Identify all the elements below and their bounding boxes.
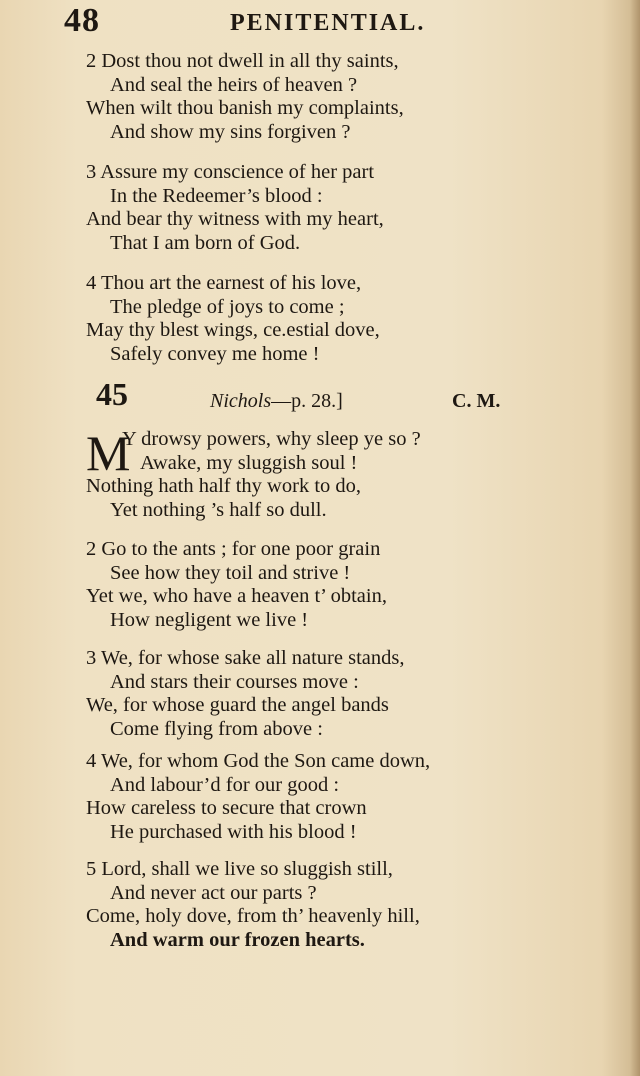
- verse-line: 4 Thou art the earnest of his love,: [86, 272, 362, 294]
- verse-line: 4 We, for whom God the Son came down,: [86, 750, 431, 772]
- verse-line: 3 Assure my conscience of her part: [86, 161, 375, 183]
- verse-line: Safely convey me home !: [110, 342, 320, 365]
- verse-line: And seal the heirs of heaven ?: [110, 73, 358, 96]
- continuation-stanza-4: [86, 272, 556, 366]
- verse-line: And never act our parts ?: [110, 881, 317, 904]
- continuation-stanza-2: [86, 50, 556, 144]
- verse-line: How careless to secure that crown: [86, 797, 367, 819]
- verse-line: In the Redeemer’s blood :: [110, 184, 323, 207]
- drop-cap: M: [86, 425, 131, 481]
- verse-line: See how they toil and strive !: [110, 561, 351, 584]
- verse-line: 5 Lord, shall we live so sluggish still,: [86, 858, 393, 880]
- verse-line: The pledge of joys to come ;: [110, 295, 345, 318]
- verse-line: How negligent we live !: [110, 608, 309, 631]
- page-edge-shadow: [630, 0, 640, 1076]
- verse-line: When wilt thou banish my complaints,: [86, 97, 404, 119]
- verse-line: He purchased with his blood !: [110, 820, 357, 843]
- running-head: PENITENTIAL.: [230, 10, 426, 36]
- verse-line: And bear thy witness with my heart,: [86, 208, 384, 230]
- verse-line: Awake, my sluggish soul !: [140, 451, 358, 474]
- hymn-stanza-1: [86, 425, 556, 522]
- continuation-stanza-3: [86, 161, 556, 255]
- hymn-number: 45: [96, 376, 128, 412]
- verse-line: And stars their courses move :: [110, 670, 359, 693]
- verse-line: 3 We, for whose sake all nature stands,: [86, 647, 405, 669]
- verse-line: And show my sins forgiven ?: [110, 120, 351, 143]
- verse-line: And labour’d for our good :: [110, 773, 340, 796]
- verse-line: And warm our frozen hearts.: [110, 928, 365, 951]
- verse-line: 2 Dost thou not dwell in all thy saints,: [86, 50, 399, 72]
- tune-name: Nichols: [210, 390, 272, 412]
- verse-line: Come flying from above :: [110, 717, 323, 740]
- hymn-meter: C. M.: [452, 390, 501, 412]
- verse-line: Yet we, who have a heaven t’ obtain,: [86, 585, 387, 607]
- verse-line: Nothing hath half thy work to do,: [86, 475, 362, 497]
- verse-line: 2 Go to the ants ; for one poor grain: [86, 538, 381, 560]
- hymn-stanza-4: [86, 750, 556, 844]
- verse-line: Yet nothing ’s half so dull.: [110, 498, 327, 521]
- tune-page: —p. 28.]: [271, 390, 343, 412]
- verse-line: We, for whose guard the angel bands: [86, 694, 389, 716]
- hymn-stanza-5: [86, 858, 556, 952]
- hymn-stanza-2: [86, 538, 556, 632]
- hymn-stanza-3: [86, 647, 556, 741]
- page-number: 48: [64, 2, 100, 39]
- hymn-header: [96, 376, 526, 416]
- tune-reference: [210, 390, 343, 413]
- verse-line: Y drowsy powers, why sleep ye so ?: [122, 428, 421, 450]
- verse-line: That I am born of God.: [110, 231, 301, 254]
- verse-line: Come, holy dove, from th’ heavenly hill,: [86, 905, 420, 927]
- verse-line: May thy blest wings, ce.estial dove,: [86, 319, 380, 341]
